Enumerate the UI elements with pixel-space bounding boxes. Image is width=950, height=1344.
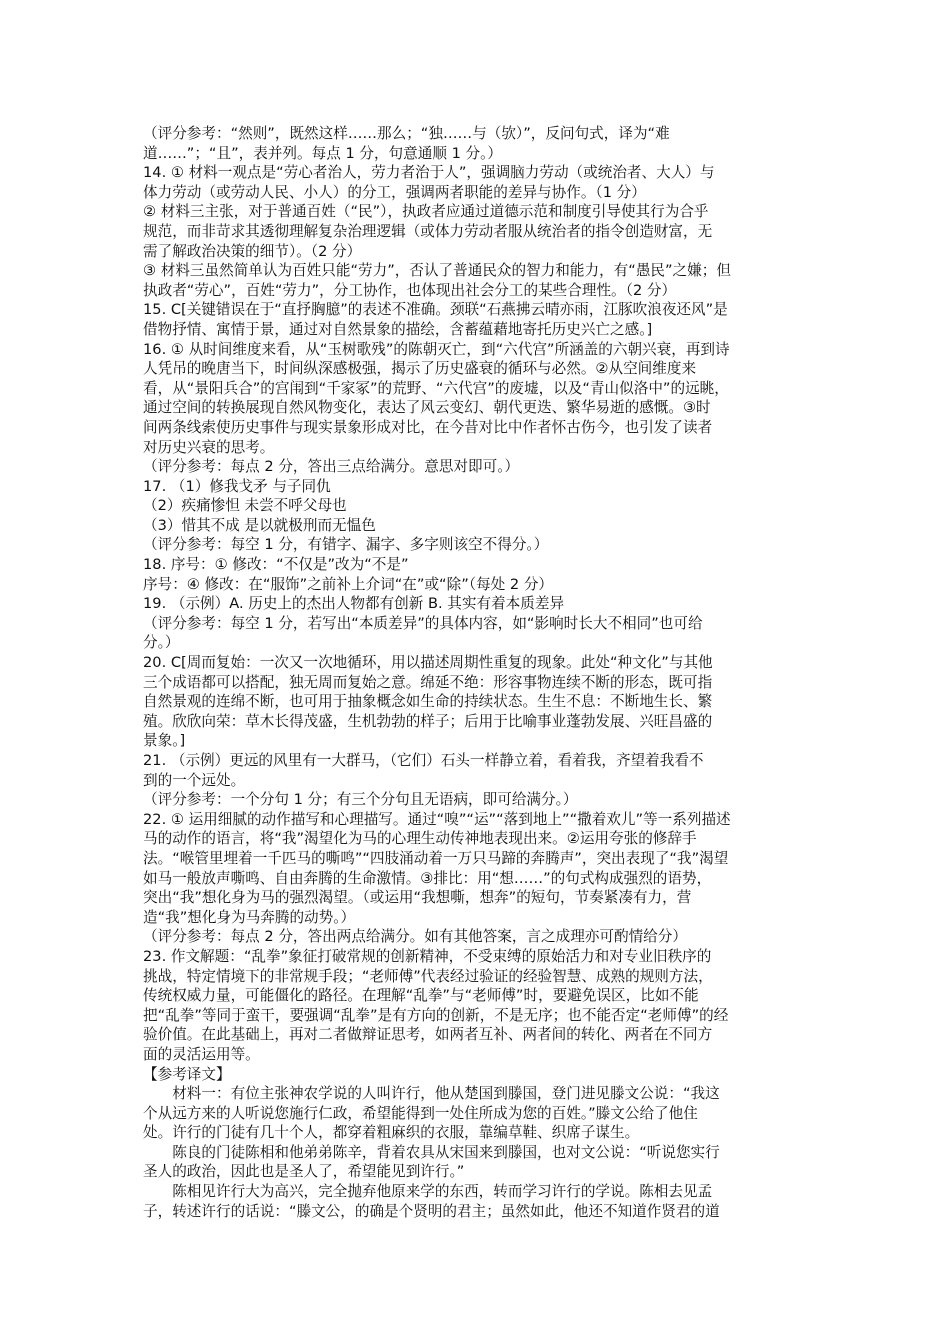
text-line: （2）疾痛惨怛 未尝不呼父母也 <box>143 497 347 515</box>
text-line: 法。“喉管里埋着一千匹马的嘶鸣”“四肢涌动着一万只马蹄的奔腾声”，突出表现了“我”渴望 <box>143 849 729 867</box>
q17-answer-line: 17. （1）修我戈矛 与子同仇 <box>143 477 331 495</box>
text-line: 造“我”想化身为马奔腾的动势。） <box>143 908 356 926</box>
text-line: 间两条线索使历史事件与现实景象形成对比，在今昔对比中作者怀古伤今，也引发了读者 <box>143 418 713 436</box>
q18-answer-line: 18. 序号：① 修改：“不仅是”改为“不是” <box>143 556 409 574</box>
section-heading: 【参考译文】 <box>143 1065 231 1083</box>
text-line: 分。） <box>143 634 180 652</box>
text-line: （评分参考：“然则”，既然这样……那么；“独……与（欤）”，反问句式，译为“难 <box>143 125 670 142</box>
text-line: 殖。欣欣向荣：草木长得茂盛，生机勃勃的样子；后用于比喻事业蓬勃发展、兴旺昌盛的 <box>143 712 713 730</box>
q15-answer-line: 15. C[关键错误在于“直抒胸臆”的表述不准确。颈联“石燕拂云晴亦雨，江豚吹浪夜还风”是 <box>143 301 728 319</box>
scoring-note: （评分参考：每点 2 分，答出三点给满分。意思对即可。） <box>143 458 520 476</box>
translation-paragraph: 陈相见许行大为高兴，完全抛弃他原来学的东西，转而学习许行的学说。陈相去见孟 <box>172 1183 713 1201</box>
text-line: 三个成语都可以搭配，独无周而复始之意。绵延不绝：形容事物连续不断的形态，既可指 <box>143 673 713 691</box>
q21-answer-line: 21. （示例）更远的风里有一大群马，（它们）石头一样静立着，看着我，齐望着我看不 <box>143 752 704 769</box>
text-line: ② 材料三主张，对于普通百姓（“民”），执政者应通过道德示范和制度引导使其行为合乎 <box>143 203 709 221</box>
text-line: 把“乱拳”等同于蛮干，要强调“乱拳”是有方向的创新，不是无序；也不能否定“老师傅”的经 <box>143 1006 729 1024</box>
scoring-note: （评分参考：每空 1 分，若写出“本质差异”的具体内容，如“影响时长大不相同”也可给 <box>143 614 703 632</box>
text-line: 如马一般放声嘶鸣、自由奔腾的生命激情。③排比：用“想……”的句式构成强烈的语势， <box>143 869 712 887</box>
text-line: 挑战，特定情境下的非常规手段；“老师傅”代表经过验证的经验智慧、成熟的规则方法， <box>143 967 713 985</box>
text-line: 自然景观的连绵不断，也可用于抽象概念如生命的持续状态。生生不息：不断地生长、繁 <box>143 693 713 711</box>
text-line: 个从远方来的人听说您施行仁政，希望能得到一处住所成为您的百姓。”滕文公给了他住 <box>143 1104 698 1122</box>
text-line: （3）惜其不成 是以就极刑而无愠色 <box>143 516 376 534</box>
text-line: 马的动作的语言，将“我”渴望化为马的心理生动传神地表现出来。②运用夸张的修辞手 <box>143 830 697 848</box>
text-line: 执政者“劳心”，百姓“劳力”，分工协作，也体现出社会分工的某些合理性。（2 分） <box>143 281 677 299</box>
text-line: 体力劳动（或劳动人民、小人）的分工，强调两者职能的差异与协作。（1 分） <box>143 183 646 201</box>
q20-answer-line: 20. C[周而复始：一次又一次地循环，用以描述周期性重复的现象。此处“种文化”与其他 <box>143 654 713 672</box>
answer-key-page <box>143 124 807 1221</box>
text-line: 人凭吊的晚唐当下，时间纵深感极强，揭示了历史盛衰的循环与必然。②从空间维度来 <box>143 360 697 378</box>
translation-paragraph: 陈良的门徒陈相和他弟弟陈辛，背着农具从宋国来到滕国，也对文公说：“听说您实行 <box>172 1143 720 1161</box>
scoring-note: （评分参考：一个分句 1 分；有三个分句且无语病，即可给满分。） <box>143 791 578 809</box>
text-line: ③ 材料三虽然简单认为百姓只能“劳力”，否认了普通民众的智力和能力，有“愚民”之嫌；但 <box>143 262 731 280</box>
text-line: 序号：④ 修改：在“服饰”之前补上介词“在”或“除”（每处 2 分） <box>143 575 554 593</box>
text-line: 看，从“景阳兵合”的宫闱到“千家冢”的荒野、“六代宫”的废墟，以及“青山似洛中”的远眺， <box>143 379 729 397</box>
text-line: 道……”；“且”，表并列。每点 1 分，句意通顺 1 分。） <box>143 144 502 162</box>
text-line: 借物抒情、寓情于景，通过对自然景象的描绘，含蓄蕴藉地寄托历史兴亡之感。] <box>143 320 653 338</box>
scoring-note: （评分参考：每点 2 分，答出两点给满分。如有其他答案，言之成理亦可酌情给分） <box>143 928 687 946</box>
text-line: 传统权威力量，可能僵化的路径。在理解“乱拳”与“老师傅”时，要避免误区，比如不能 <box>143 987 699 1005</box>
text-line: 处。许行的门徒有几十个人，都穿着粗麻织的衣服，靠编草鞋、织席子谋生。 <box>143 1124 640 1142</box>
text-line: 突出“我”想化身为马的强烈渴望。（或运用“我想嘶，想奔”的短句，节奏紧凑有力，营 <box>143 889 692 907</box>
text-line: 子，转述许行的话说：“滕文公，的确是个贤明的君主；虽然如此，他还不知道作贤君的道 <box>143 1202 720 1220</box>
text-line: 到的一个远处。 <box>143 771 246 789</box>
scoring-note: （评分参考：每空 1 分，有错字、漏字、多字则该空不得分。） <box>143 536 549 554</box>
text-line: 通过空间的转换展现自然风物变化，表达了风云变幻、朝代更迭、繁华易逝的感慨。③时 <box>143 399 711 417</box>
q16-answer-line: 16. ① 从时间维度来看，从“玉树歌残”的陈朝灭亡，到“六代宫”所涵盖的六朝兴衰，再到诗 <box>143 340 730 358</box>
translation-paragraph: 材料一：有位主张神农学说的人叫许行，他从楚国到滕国，登门进见滕文公说：“我这 <box>172 1085 720 1103</box>
q19-answer-line: 19. （示例）A. 历史上的杰出人物都有创新 B. 其实有着本质差异 <box>143 595 565 613</box>
q22-answer-line: 22. ① 运用细腻的动作描写和心理描写。通过“嗅”“运”“落到地上”“撒着欢儿”等一系列描述 <box>143 810 731 828</box>
text-line: 对历史兴衰的思考。 <box>143 438 275 456</box>
text-line: 需了解政治决策的细节）。（2 分） <box>143 242 362 260</box>
q23-answer-line: 23. 作文解题：“乱拳”象征打破常规的创新精神，不受束缚的原始活力和对专业旧秩序的 <box>143 947 712 965</box>
text-line: 规范，而非苛求其透彻理解复杂治理逻辑（或体力劳动者服从统治者的指令创造财富，无 <box>143 222 713 240</box>
text-line: 面的灵活运用等。 <box>143 1045 260 1063</box>
text-line: 圣人的政治，因此也是圣人了，希望能见到许行。” <box>143 1163 465 1181</box>
text-line: 验价值。在此基础上，再对二者做辩证思考，如两者互补、两者间的转化、两者在不同方 <box>143 1026 713 1044</box>
q14-answer-line: 14. ① 材料一观点是“劳心者治人，劳力者治于人”，强调脑力劳动（或统治者、大人）与 <box>143 164 715 182</box>
text-line: 景象。] <box>143 732 186 750</box>
